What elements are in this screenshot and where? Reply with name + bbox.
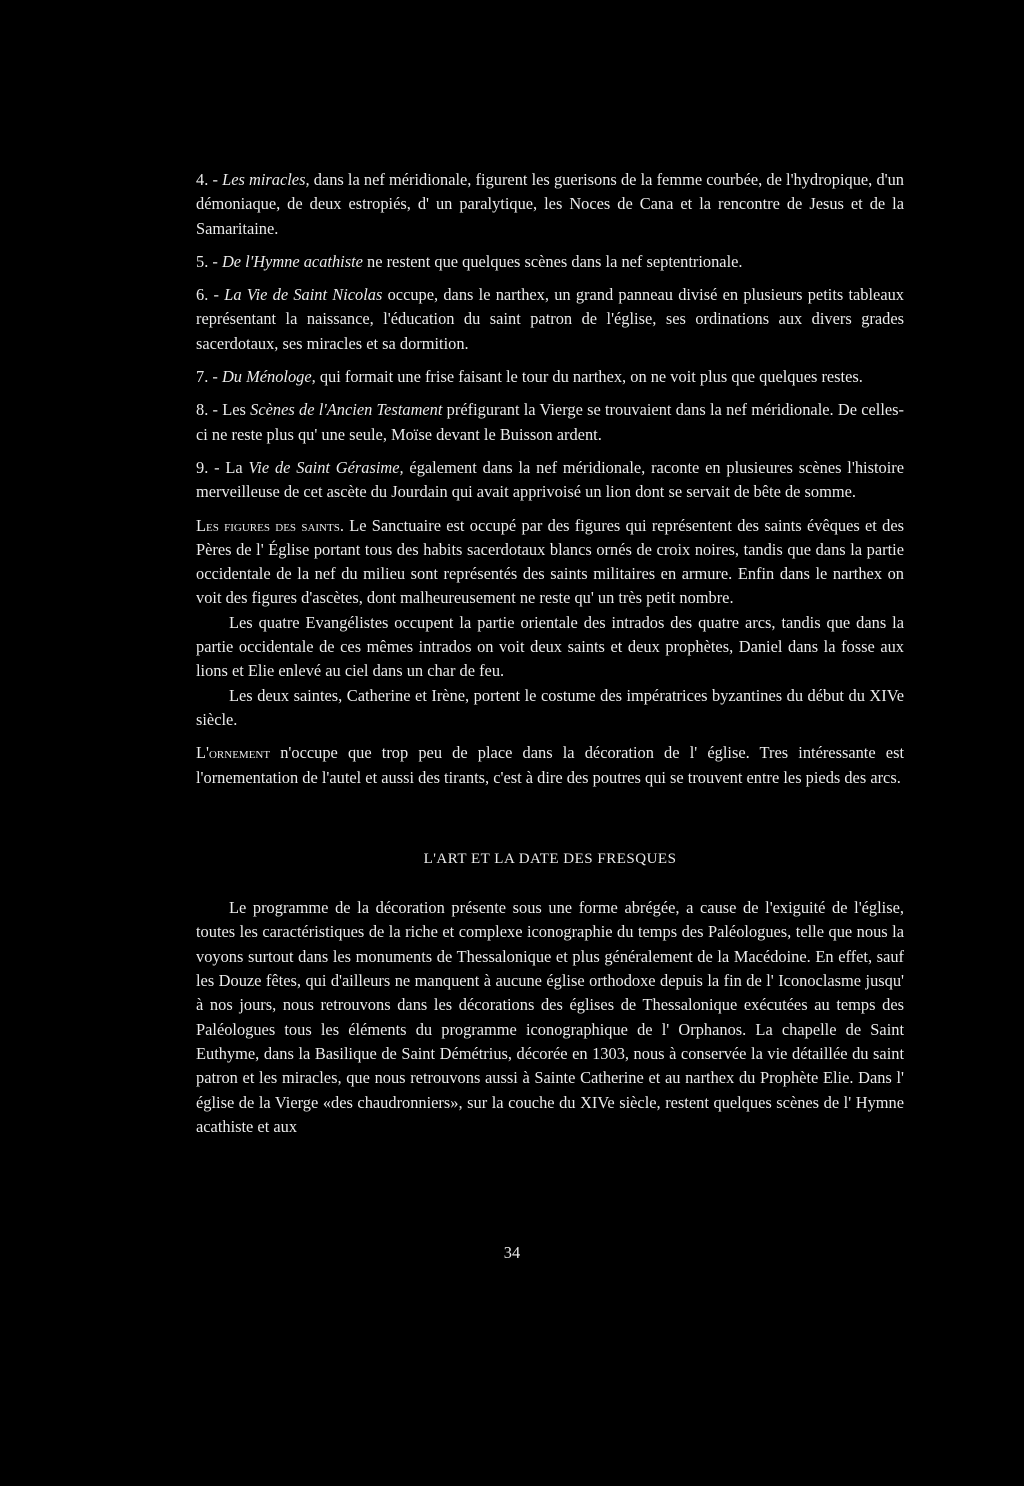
item-title: Vie de Saint Gérasime,: [248, 457, 404, 477]
section-label: Les figures des saints.: [196, 515, 344, 535]
item-text: également dans la nef méridionale, raconte en plusieures scènes l'histoire merveilleuse de cet ascète du Jourdain qui avait apprivoisé un lion dont se servait de bête de somme.: [196, 457, 904, 502]
item-title: Du Ménologe,: [221, 367, 316, 387]
item-title: Les miracles,: [222, 170, 310, 189]
paragraph-text: n'occupe que trop peu de place dans la décoration de l' église. Tres intéressante est l'ornementation de l'autel et aussi des tirants, c'est à dire des poutres qui se trouvent entre les pieds des arcs.: [196, 743, 904, 787]
item-number: 9. - La: [196, 457, 249, 477]
item-number: 6. -: [196, 285, 225, 305]
evangelistes-paragraph: Les quatre Evangélistes occupent la partie orientale des intrados des quatre arcs, tandis que dans la partie occidentale de ces mêmes intrados on voit deux saints et deux prophètes, Daniel dans la fosse aux lions et Elie enlevé au ciel dans un char de feu.: [196, 612, 904, 681]
item-9: [196, 456, 904, 505]
item-title: De l'Hymne acathiste: [221, 251, 363, 271]
item-number: 7. -: [196, 367, 222, 387]
item-number: 8. - Les: [196, 400, 251, 420]
item-text: préfigurant la Vierge se trouvaient dans la nef méridionale. De celles-ci ne reste plus qu' une seule, Moïse devant le Buisson ardent.: [196, 400, 905, 444]
figures-paragraph: [196, 514, 904, 611]
page-number: 34: [503, 1243, 521, 1262]
item-8: [196, 398, 904, 447]
item-text: ne restent que quelques scènes dans la nef septentrionale.: [362, 251, 743, 271]
item-title: Scènes de l'Ancien Testament: [250, 400, 443, 420]
item-6: [196, 283, 904, 356]
section-label: L'ornement: [196, 743, 271, 763]
saintes-paragraph: Les deux saintes, Catherine et Irène, portent le costume des impératrices byzantines du début du XIVe siècle.: [196, 685, 904, 729]
item-5: [196, 250, 904, 274]
ornement-paragraph: [196, 741, 904, 790]
item-number: 5. -: [196, 251, 222, 271]
item-number: 4. -: [196, 170, 223, 189]
item-text: qui formait une frise faisant le tour du narthex, on ne voit plus que quelques restes.: [315, 367, 863, 387]
item-text: dans la nef méridionale, figurent les guerisons de la femme courbée, de l'hydropique, d'un démoniaque, de deux estropiés, d' un paralytique, les Noces de Cana et la rencontre de Jesus et de la Samaritaine.: [196, 170, 904, 238]
paragraph-text: Le Sanctuaire est occupé par des figures qui représentent des saints évêques et des Pères de l' Église portant tous des habits sacerdotaux blancs ornés de croix noires, tandis que dans la partie occidentale de la nef du milieu sont représentés des saints militaires en armure. Enfin dans le narthex on voit des figures d'ascètes, dont malheureusement ne reste qu' un très petit nombre.: [196, 515, 904, 608]
programme-paragraph: Le programme de la décoration présente sous une forme abrégée, a cause de l'exiguité de l'église, toutes les caractéristiques de la riche et complexe iconographie du temps des Paléologues, telle que nous la voyons surtout dans les monuments de Thessalonique et plus généralement de la Macédoine. En effet, sauf les Douze fêtes, qui d'ailleurs ne manquent à aucune église orthodoxe depuis la fin de l' Iconoclasme jusqu' à nos jours, nous retrouvons dans les décorations des églises de Thessalonique exécutées au temps des Paléologues tous les éléments du programme iconographique de l' Orphanos. La chapelle de Saint Euthyme, dans la Basilique de Saint Démétrius, décorée en 1303, nous à conservée la vie détaillée du saint patron et les miracles, que nous retrouvons aussi à Sainte Catherine et au narthex du Prophète Elie. Dans l' église de la Vierge «des chaudronniers», sur la couche du XIVe siècle, restent quelques scènes de l' Hymne acathiste et aux: [196, 898, 904, 1136]
item-title: La Vie de Saint Nicolas: [224, 285, 383, 305]
section-heading: L'ART ET LA DATE DES FRESQUES: [423, 850, 677, 867]
text-column: [196, 168, 904, 1139]
item-7: [196, 365, 904, 389]
item-4: [196, 168, 904, 241]
item-text: occupe, dans le narthex, un grand panneau divisé en plusieurs petits tableaux représentant la naissance, l'éducation du saint patron de l'église, ses ordinations aux divers grades sacerdotaux, ses miracles et sa dormition.: [196, 285, 905, 353]
